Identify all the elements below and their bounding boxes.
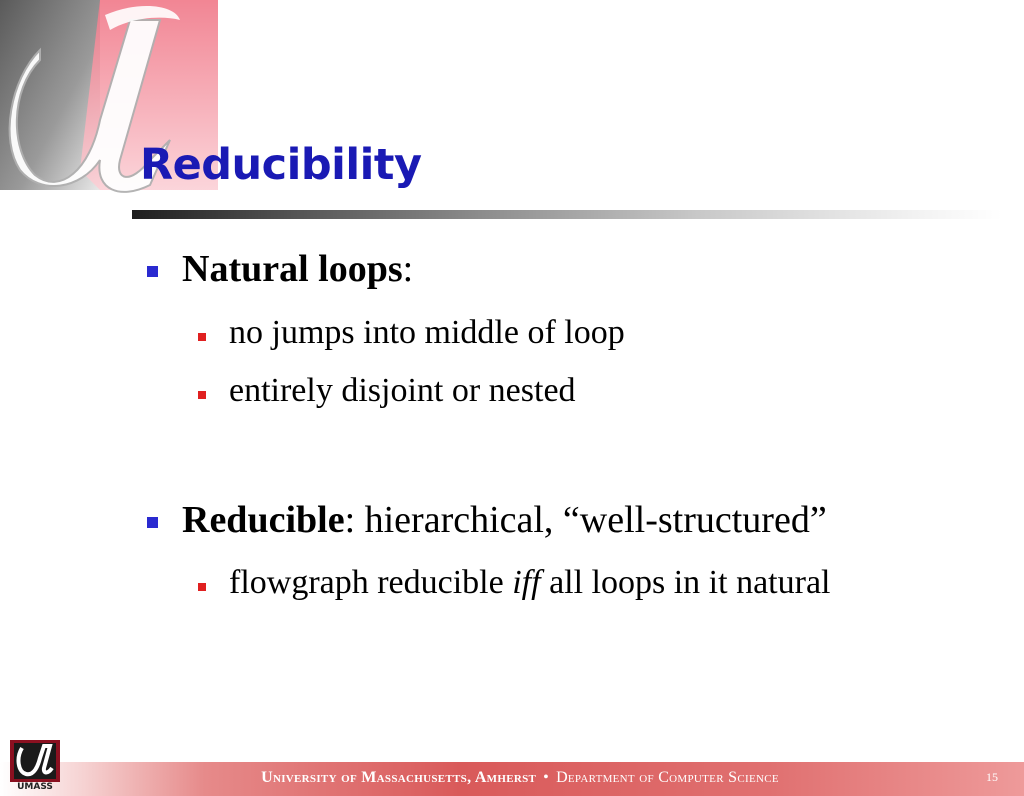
page-number: 15 xyxy=(986,770,998,784)
sub-bullet-marker xyxy=(198,333,206,341)
umass-logo-text: UMASS xyxy=(17,782,53,792)
sub-bullet-no-jumps: no jumps into middle of loop xyxy=(229,314,625,351)
bullet-natural-loops xyxy=(182,247,413,291)
sub-bullet-emphasis: iff xyxy=(512,564,541,601)
bullet-reducible xyxy=(182,498,827,542)
bullet-rest: : hierarchical, “well-structured” xyxy=(344,499,827,541)
bullet-term: Reducible xyxy=(182,499,345,541)
bullet-rest: : xyxy=(402,248,414,290)
footer-text xyxy=(170,769,870,787)
footer-department: Department of Computer Science xyxy=(556,769,779,786)
footer-separator: • xyxy=(543,769,550,786)
footer-university: University of Massachusetts, Amherst xyxy=(261,769,537,786)
sub-bullet-marker xyxy=(198,391,206,399)
sub-bullet-flowgraph xyxy=(229,564,830,602)
sub-bullet-pre: flowgraph reducible xyxy=(229,564,513,601)
bullet-marker xyxy=(147,517,158,528)
bullet-marker xyxy=(147,266,158,277)
sub-bullet-post: all loops in it natural xyxy=(540,564,831,601)
bullet-term: Natural loops xyxy=(182,248,403,290)
slide-title: Reducibility xyxy=(140,140,422,190)
sub-bullet-disjoint: entirely disjoint or nested xyxy=(229,372,576,409)
sub-bullet-marker xyxy=(198,583,206,591)
